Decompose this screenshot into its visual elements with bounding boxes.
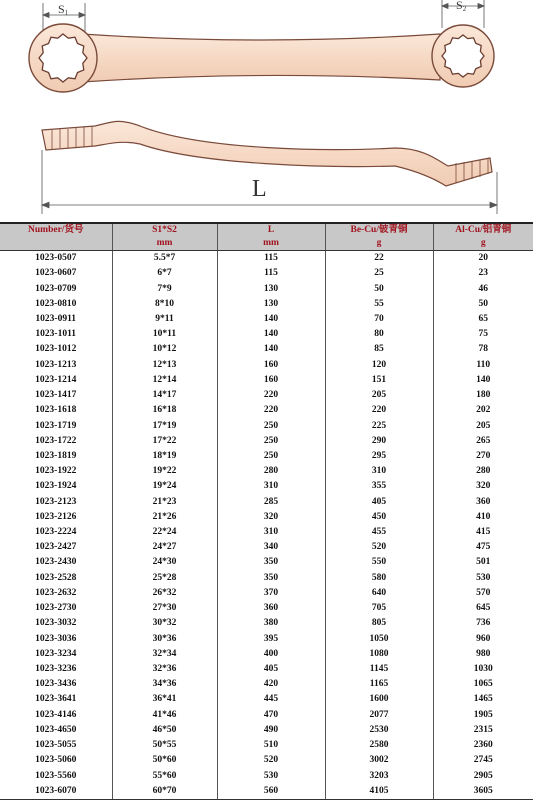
header-length: L (217, 223, 325, 237)
cell-size: 22*24 (112, 525, 217, 540)
table-row (0, 571, 533, 586)
cell-size: 8*10 (112, 297, 217, 312)
header-length-unit: mm (217, 237, 325, 251)
cell-al-cu-weight: 645 (433, 601, 533, 616)
cell-be-cu-weight: 1050 (325, 631, 433, 646)
table-row (0, 647, 533, 662)
cell-al-cu-weight: 1465 (433, 692, 533, 707)
cell-size: 32*36 (112, 662, 217, 677)
length-label: L (252, 176, 267, 202)
cell-length: 140 (217, 312, 325, 327)
cell-al-cu-weight: 75 (433, 327, 533, 342)
cell-number: 1023-3436 (35, 679, 77, 690)
wrench-side-view (42, 121, 492, 186)
cell-size: 21*23 (112, 495, 217, 510)
table-row (0, 662, 533, 677)
cell-number: 1023-2427 (35, 542, 77, 553)
cell-al-cu-weight: 65 (433, 312, 533, 327)
table-row (0, 555, 533, 570)
table-row (0, 403, 533, 418)
table-row (0, 388, 533, 403)
cell-length: 470 (217, 708, 325, 723)
cell-length: 350 (217, 571, 325, 586)
cell-al-cu-weight: 20 (433, 251, 533, 267)
cell-length: 310 (217, 479, 325, 494)
cell-al-cu-weight: 2905 (433, 768, 533, 783)
cell-be-cu-weight: 120 (325, 358, 433, 373)
cell-length: 350 (217, 555, 325, 570)
s2-label: S2 (456, 0, 467, 13)
cell-length: 220 (217, 388, 325, 403)
cell-length: 160 (217, 358, 325, 373)
cell-number: 1023-1011 (35, 329, 77, 340)
cell-be-cu-weight: 80 (325, 327, 433, 342)
cell-al-cu-weight: 1065 (433, 677, 533, 692)
header-be-cu-unit: g (325, 237, 433, 251)
cell-be-cu-weight: 580 (325, 571, 433, 586)
cell-length: 115 (217, 266, 325, 281)
cell-length: 310 (217, 525, 325, 540)
cell-number: 1023-0709 (35, 283, 77, 294)
cell-be-cu-weight: 50 (325, 281, 433, 296)
table-row (0, 586, 533, 601)
cell-number: 1023-4146 (35, 709, 77, 720)
cell-al-cu-weight: 110 (433, 358, 533, 373)
header-al-cu-unit: g (433, 237, 533, 251)
cell-be-cu-weight: 2580 (325, 738, 433, 753)
cell-be-cu-weight: 70 (325, 312, 433, 327)
cell-size: 30*32 (112, 616, 217, 631)
table-row (0, 449, 533, 464)
table-row (0, 495, 533, 510)
wrench-top-view (29, 24, 494, 92)
table-row (0, 784, 533, 800)
cell-al-cu-weight: 180 (433, 388, 533, 403)
cell-number: 1023-4650 (35, 724, 77, 735)
cell-al-cu-weight: 78 (433, 342, 533, 357)
table-row (0, 631, 533, 646)
table-row (0, 342, 533, 357)
table-row (0, 540, 533, 555)
cell-size: 26*32 (112, 586, 217, 601)
cell-size: 41*46 (112, 708, 217, 723)
table-row (0, 768, 533, 783)
cell-number: 1023-1618 (35, 405, 77, 416)
cell-length: 250 (217, 449, 325, 464)
header-be-cu: Be-Cu/铍青铜 (325, 223, 433, 237)
cell-length: 250 (217, 418, 325, 433)
cell-length: 250 (217, 434, 325, 449)
cell-al-cu-weight: 415 (433, 525, 533, 540)
cell-be-cu-weight: 290 (325, 434, 433, 449)
cell-number: 1023-2123 (35, 496, 77, 507)
cell-size: 21*26 (112, 510, 217, 525)
table-row (0, 464, 533, 479)
header-size-unit: mm (112, 237, 217, 251)
cell-size: 32*34 (112, 647, 217, 662)
cell-al-cu-weight: 23 (433, 266, 533, 281)
cell-size: 30*36 (112, 631, 217, 646)
cell-al-cu-weight: 530 (433, 571, 533, 586)
cell-al-cu-weight: 2315 (433, 723, 533, 738)
cell-number: 1023-1213 (35, 359, 77, 370)
cell-be-cu-weight: 225 (325, 418, 433, 433)
cell-size: 36*41 (112, 692, 217, 707)
cell-be-cu-weight: 3002 (325, 753, 433, 768)
cell-al-cu-weight: 1905 (433, 708, 533, 723)
cell-size: 12*13 (112, 358, 217, 373)
cell-be-cu-weight: 1165 (325, 677, 433, 692)
cell-length: 395 (217, 631, 325, 646)
cell-length: 445 (217, 692, 325, 707)
header-number: Number/货号 (0, 223, 112, 237)
cell-al-cu-weight: 410 (433, 510, 533, 525)
cell-be-cu-weight: 85 (325, 342, 433, 357)
cell-be-cu-weight: 1080 (325, 647, 433, 662)
cell-al-cu-weight: 280 (433, 464, 533, 479)
cell-be-cu-weight: 455 (325, 525, 433, 540)
cell-size: 10*11 (112, 327, 217, 342)
cell-al-cu-weight: 980 (433, 647, 533, 662)
cell-size: 46*50 (112, 723, 217, 738)
cell-al-cu-weight: 270 (433, 449, 533, 464)
cell-size: 50*55 (112, 738, 217, 753)
cell-length: 140 (217, 327, 325, 342)
cell-length: 130 (217, 281, 325, 296)
wrench-drawing (0, 0, 533, 220)
table-row (0, 525, 533, 540)
cell-number: 1023-1819 (35, 450, 77, 461)
cell-number: 1023-2632 (35, 587, 77, 598)
cell-length: 160 (217, 373, 325, 388)
s1-label: S1 (58, 2, 69, 17)
cell-length: 400 (217, 647, 325, 662)
cell-al-cu-weight: 265 (433, 434, 533, 449)
cell-be-cu-weight: 4105 (325, 784, 433, 800)
table-row (0, 251, 533, 267)
cell-number: 1023-1722 (35, 435, 77, 446)
table-body (0, 251, 533, 800)
cell-al-cu-weight: 501 (433, 555, 533, 570)
cell-be-cu-weight: 1145 (325, 662, 433, 677)
cell-al-cu-weight: 475 (433, 540, 533, 555)
table-row (0, 738, 533, 753)
cell-size: 24*27 (112, 540, 217, 555)
cell-be-cu-weight: 310 (325, 464, 433, 479)
cell-al-cu-weight: 205 (433, 418, 533, 433)
cell-be-cu-weight: 205 (325, 388, 433, 403)
cell-number: 1023-6070 (0, 784, 112, 800)
cell-number: 1023-1214 (35, 374, 77, 385)
spec-table (0, 222, 533, 800)
table-row (0, 479, 533, 494)
cell-al-cu-weight: 2745 (433, 753, 533, 768)
header-al-cu: Al-Cu/铝青铜 (433, 223, 533, 237)
cell-size: 19*24 (112, 479, 217, 494)
cell-number: 1023-1417 (35, 390, 77, 401)
cell-size: 18*19 (112, 449, 217, 464)
cell-number: 1023-5560 (35, 770, 77, 781)
cell-be-cu-weight: 2077 (325, 708, 433, 723)
cell-number: 1023-2430 (35, 557, 77, 568)
cell-length: 280 (217, 464, 325, 479)
cell-length: 510 (217, 738, 325, 753)
cell-al-cu-weight: 960 (433, 631, 533, 646)
cell-al-cu-weight: 360 (433, 495, 533, 510)
table-row (0, 434, 533, 449)
cell-number: 1023-1924 (35, 481, 77, 492)
cell-number: 1023-2224 (35, 527, 77, 538)
table-row (0, 312, 533, 327)
cell-number: 1023-0507 (35, 253, 77, 264)
cell-size: 19*22 (112, 464, 217, 479)
cell-length: 140 (217, 342, 325, 357)
cell-length: 285 (217, 495, 325, 510)
cell-number: 1023-5055 (35, 740, 77, 751)
cell-length: 360 (217, 601, 325, 616)
cell-length: 320 (217, 510, 325, 525)
cell-number: 1023-0911 (35, 313, 77, 324)
cell-length: 420 (217, 677, 325, 692)
cell-al-cu-weight: 570 (433, 586, 533, 601)
table-header (0, 223, 533, 251)
table-row (0, 601, 533, 616)
table-row (0, 281, 533, 296)
header-number-unit (0, 237, 112, 251)
cell-length: 115 (217, 251, 325, 267)
cell-number: 1023-0607 (35, 268, 77, 279)
cell-length: 340 (217, 540, 325, 555)
cell-be-cu-weight: 450 (325, 510, 433, 525)
table-row (0, 708, 533, 723)
cell-al-cu-weight: 46 (433, 281, 533, 296)
table-row (0, 692, 533, 707)
cell-al-cu-weight: 140 (433, 373, 533, 388)
cell-size: 5.5*7 (112, 251, 217, 267)
cell-size: 17*19 (112, 418, 217, 433)
cell-number: 1023-3234 (35, 648, 77, 659)
cell-number: 1023-2528 (35, 572, 77, 583)
cell-length: 530 (217, 768, 325, 783)
table-row (0, 358, 533, 373)
header-size: S1*S2 (112, 223, 217, 237)
cell-number: 1023-2730 (35, 603, 77, 614)
cell-al-cu-weight: 202 (433, 403, 533, 418)
cell-size: 55*60 (112, 768, 217, 783)
cell-al-cu-weight: 50 (433, 297, 533, 312)
cell-be-cu-weight: 22 (325, 251, 433, 267)
table-row (0, 418, 533, 433)
cell-size: 16*18 (112, 403, 217, 418)
cell-be-cu-weight: 151 (325, 373, 433, 388)
cell-be-cu-weight: 25 (325, 266, 433, 281)
cell-size: 34*36 (112, 677, 217, 692)
cell-number: 1023-1719 (35, 420, 77, 431)
cell-length: 490 (217, 723, 325, 738)
table-row (0, 753, 533, 768)
cell-size: 6*7 (112, 266, 217, 281)
cell-be-cu-weight: 640 (325, 586, 433, 601)
cell-be-cu-weight: 295 (325, 449, 433, 464)
cell-length: 370 (217, 586, 325, 601)
table-row (0, 616, 533, 631)
cell-al-cu-weight: 3605 (433, 784, 533, 800)
cell-length: 380 (217, 616, 325, 631)
cell-size: 12*14 (112, 373, 217, 388)
cell-size: 7*9 (112, 281, 217, 296)
cell-number: 1023-3641 (35, 694, 77, 705)
cell-be-cu-weight: 805 (325, 616, 433, 631)
cell-be-cu-weight: 705 (325, 601, 433, 616)
cell-size: 27*30 (112, 601, 217, 616)
cell-be-cu-weight: 2530 (325, 723, 433, 738)
cell-size: 9*11 (112, 312, 217, 327)
cell-number: 1023-3236 (35, 664, 77, 675)
cell-number: 1023-3032 (35, 618, 77, 629)
cell-size: 14*17 (112, 388, 217, 403)
cell-length: 130 (217, 297, 325, 312)
header-row-titles (0, 223, 533, 237)
cell-size: 50*60 (112, 753, 217, 768)
cell-length: 520 (217, 753, 325, 768)
cell-number: 1023-3036 (35, 633, 77, 644)
table-row (0, 677, 533, 692)
cell-length: 560 (217, 784, 325, 800)
cell-size: 17*22 (112, 434, 217, 449)
cell-be-cu-weight: 55 (325, 297, 433, 312)
cell-length: 405 (217, 662, 325, 677)
table-row (0, 373, 533, 388)
cell-al-cu-weight: 736 (433, 616, 533, 631)
cell-size: 24*30 (112, 555, 217, 570)
cell-number: 1023-0810 (35, 298, 77, 309)
table-row (0, 266, 533, 281)
cell-number: 1023-2126 (35, 511, 77, 522)
table-row (0, 510, 533, 525)
cell-number: 1023-1922 (35, 466, 77, 477)
cell-size: 60*70 (112, 784, 217, 800)
table-row (0, 723, 533, 738)
cell-be-cu-weight: 405 (325, 495, 433, 510)
cell-be-cu-weight: 355 (325, 479, 433, 494)
cell-al-cu-weight: 2360 (433, 738, 533, 753)
cell-size: 25*28 (112, 571, 217, 586)
cell-be-cu-weight: 1600 (325, 692, 433, 707)
cell-number: 1023-1012 (35, 344, 77, 355)
cell-be-cu-weight: 3203 (325, 768, 433, 783)
cell-be-cu-weight: 520 (325, 540, 433, 555)
cell-number: 1023-5060 (35, 755, 77, 766)
cell-length: 220 (217, 403, 325, 418)
cell-be-cu-weight: 220 (325, 403, 433, 418)
cell-al-cu-weight: 1030 (433, 662, 533, 677)
table-row (0, 327, 533, 342)
header-row-units (0, 237, 533, 251)
cell-size: 10*12 (112, 342, 217, 357)
cell-be-cu-weight: 550 (325, 555, 433, 570)
cell-al-cu-weight: 320 (433, 479, 533, 494)
table-row (0, 297, 533, 312)
